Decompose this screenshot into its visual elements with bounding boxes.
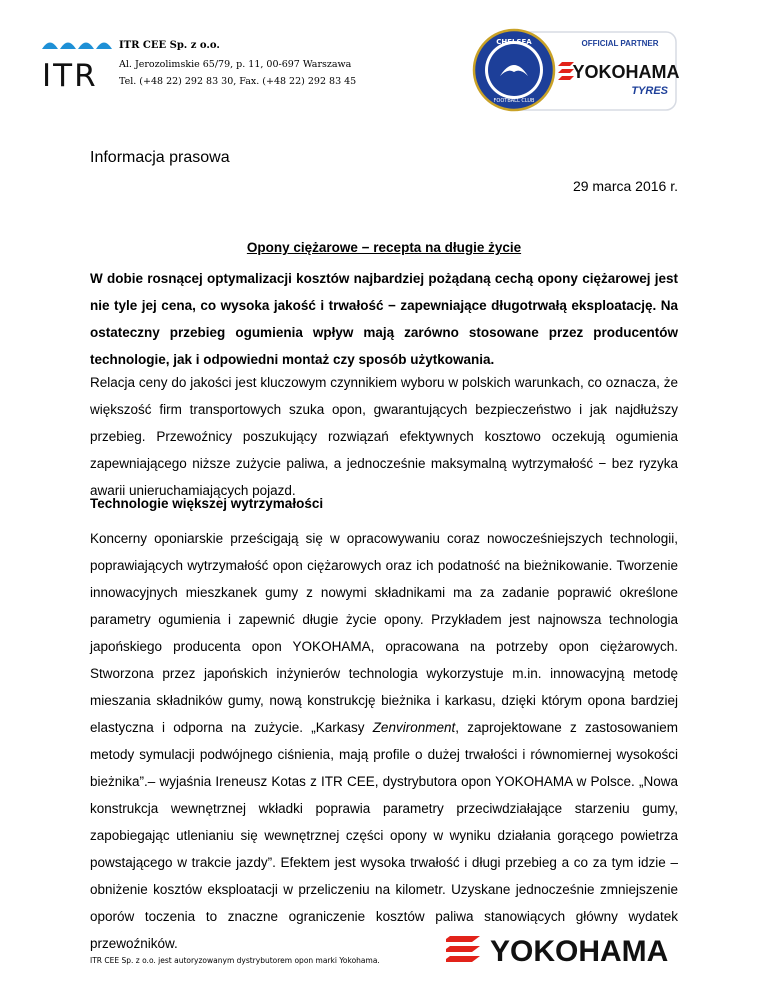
svg-text:CHELSEA: CHELSEA bbox=[496, 38, 532, 46]
svg-text:FOOTBALL CLUB: FOOTBALL CLUB bbox=[493, 98, 535, 104]
itr-logo-text: ITR bbox=[42, 58, 98, 92]
footer-yokohama-logo bbox=[446, 928, 686, 968]
partner-sub: TYRES bbox=[631, 85, 668, 97]
company-address: Al. Jerozolimskie 65/79, p. 11, 00-697 Warszawa bbox=[119, 59, 352, 70]
document-date: 29 marca 2016 r. bbox=[572, 178, 678, 194]
company-phone-fax: Tel. (+48 22) 292 83 30, Fax. (+48 22) 292 83 45 bbox=[119, 76, 357, 87]
paragraph-1: Relacja ceny do jakości jest kluczowym czynnikiem wyboru w polskich warunkach, co oznacza, że większość firm transportowych szuka opon, gwarantujących bezpieczeństwo i jak najdłuższy przebieg. Przewoźnicy poszukujący rozwiązań efektywnych kosztowo oczekują ogumienia zapewniającego niższe zużycie paliwa, a jednocześnie maksymalną wytrzymałość − bez ryzyka awarii unieruchamiających pojazd. bbox=[90, 375, 678, 498]
footer-note: ITR CEE Sp. z o.o. jest autoryzowanym dystrybutorem opon marki Yokohama. bbox=[90, 956, 380, 965]
partner-brand: YOKOHAMA bbox=[572, 62, 680, 82]
itr-logo bbox=[40, 36, 112, 92]
lead-paragraph: W dobie rosnącej optymalizacji kosztów najbardziej pożądaną cechą opony ciężarowej jest nie tyle jej cena, co wysoka jakość i trwałość − zapewniające długotrwałą eksploatację. Na ostateczny przebieg ogumienia wpływ mają zarówno stosowane przez producentów technologie, jak i odpowiedni montaż czy sposób użytkowania. bbox=[90, 271, 678, 367]
company-name: ITR CEE Sp. z o.o. bbox=[119, 40, 220, 51]
document-type: Informacja prasowa bbox=[90, 149, 230, 166]
paragraph-2-italic: Zenvironment bbox=[372, 720, 456, 735]
paragraph-2-part-2: , zaprojektowane z zastosowaniem metody symulacji podwójnego ciśnienia, mają profile o dużej trwałości i równomiernej wysokości bieżnika”.– wyjaśnia Ireneusz Kotas z ITR CEE, dystrybutora opon YOKOHAMA w Polsce. „Nowa konstrukcja wewnętrznej wkładki poprawia parametry przeciwdziałające starzeniu gumy, zapobiegając utlenianiu się wewnętrznej części opony w wyniku działania gorącego powietrza powstającego w trakcie jazdy”. Efektem jest wysoka trwałość i długi przebieg a co za tym idzie – obniżenie kosztów eksploatacji w przeliczeniu na kilometr. Uzyskane jednocześnie zmniejszenie oporów toczenia to znaczne ograniczenie kosztów paliwa stanowiących główny wydatek przewoźników. bbox=[90, 720, 678, 951]
paragraph-2-part-1: Koncerny oponiarskie prześcigają się w opracowywaniu coraz nowocześniejszych technologii, poprawiających wytrzymałość opon ciężarowych oraz ich podatność na bieżnikowanie. Tworzenie innowacyjnych mieszkanek gumy z nowymi składnikami ma za zadanie poprawić określone parametry ogumienia i zapewnić długie życie opony. Przykładem jest najnowsza technologia japońskiego producenta opon YOKOHAMA, opracowana na potrzeby opon ciężarowych. Stworzona przez japońskich inżynierów technologia wykorzystuje m.in. innowacyjną metodę mieszania składników gumy, nową konstrukcję bieżnika i karkasu, dzięki którym opona bardziej elastyczna i odporna na zużycie. „Karkasy bbox=[90, 531, 678, 735]
official-partner-badge bbox=[470, 26, 680, 114]
official-partner-label: OFFICIAL PARTNER bbox=[581, 39, 659, 48]
document-title: Opony ciężarowe − recepta na długie życie bbox=[246, 240, 522, 255]
section-heading: Technologie większej wytrzymałości bbox=[90, 496, 324, 511]
paragraph-2 bbox=[90, 525, 678, 957]
footer-brand: YOKOHAMA bbox=[490, 935, 669, 968]
yokohama-tyre-mark-icon bbox=[446, 936, 480, 962]
